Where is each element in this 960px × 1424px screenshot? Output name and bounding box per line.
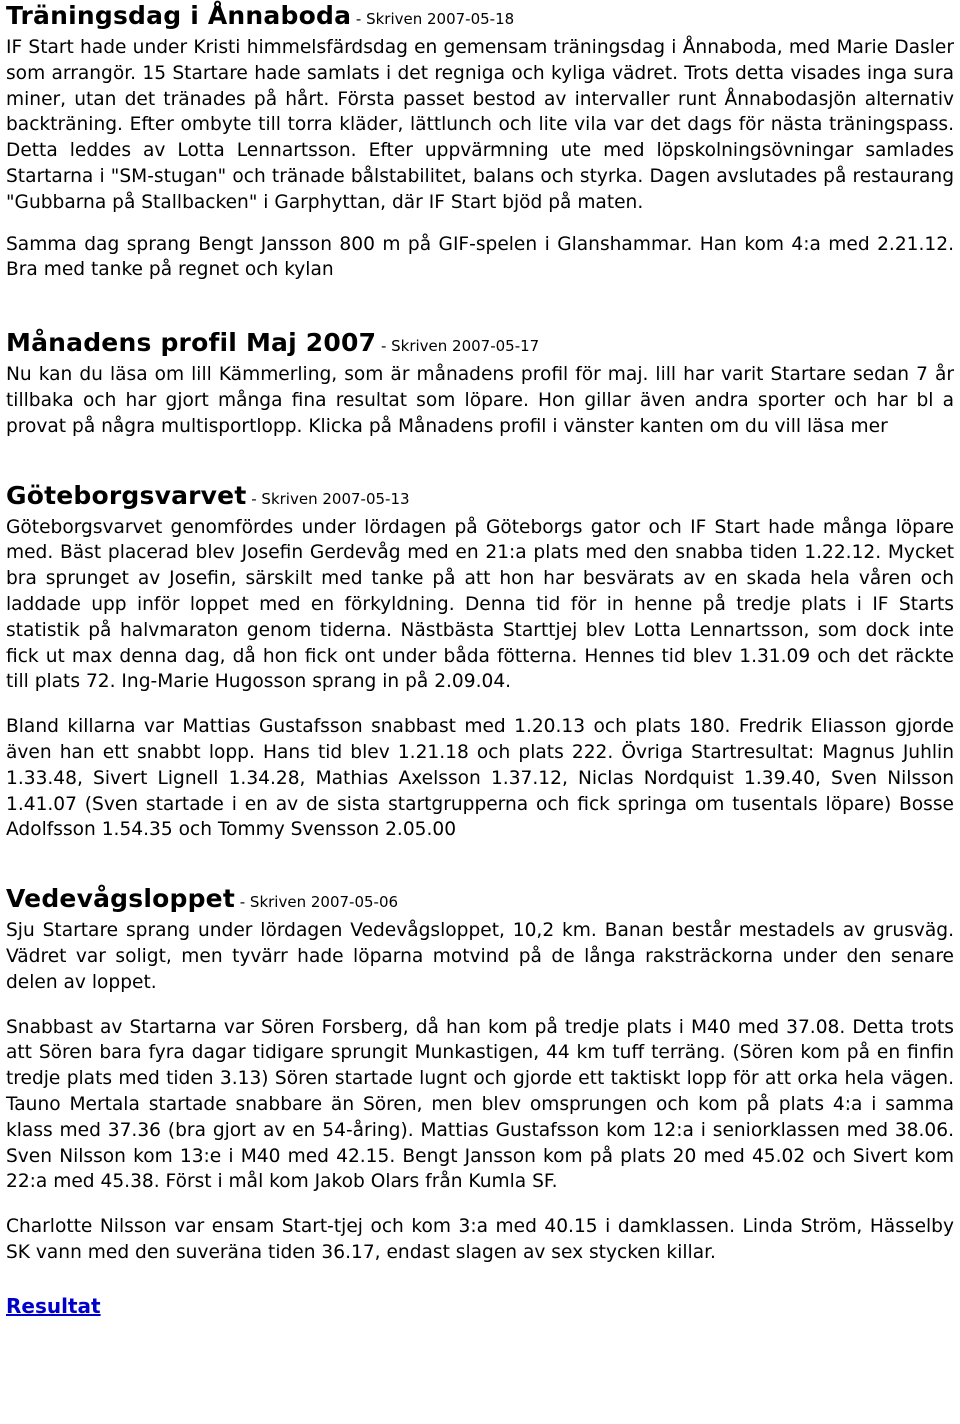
article-title [6, 327, 954, 362]
article-goteborgsvarvet [6, 480, 954, 844]
article-date: - Skriven 2007-05-18 [351, 10, 515, 28]
article-date: - Skriven 2007-05-06 [234, 893, 399, 912]
article-title [6, 0, 954, 35]
article-title-text: Göteborgsvarvet [6, 480, 247, 510]
article-vedevagsloppet [6, 883, 954, 1266]
article-title-text: Månadens profil Maj 2007 [6, 328, 377, 358]
article-title-text: Vedevågsloppet [6, 884, 235, 914]
article-paragraph: Charlotte Nilsson var ensam Start-tjej och kom 3:a med 40.15 i damklassen. Linda Ström, Hässelby SK vann med den suveräna tiden 36.17, endast slagen av sex stycken killar. [6, 1216, 954, 1263]
article-date: - Skriven 2007-05-13 [246, 489, 410, 508]
article-paragraph: Sju Startare sprang under lördagen Vedevågsloppet, 10,2 km. Banan består mestadels av grusväg. Vädret var soligt, men tyvärr hade löparna motvind på de långa raksträckorna under den senare delen av loppet. [6, 920, 954, 993]
article-paragraph: Samma dag sprang Bengt Jansson 800 m på GIF-spelen i Glanshammar. Han kom 4:a med 2.21.12. Bra med tanke på regnet och kylan [6, 233, 954, 281]
article-manadens-profil [6, 327, 954, 439]
article-paragraph: Bland killarna var Mattias Gustafsson snabbast med 1.20.13 och plats 180. Fredrik Eliasson gjorde även han ett snabbt lopp. Hans tid blev 1.21.18 och plats 222. Övriga Startresultat: Magnus Juhlin 1.33.48, Sivert Lignell 1.34.28, Mathias Axelsson 1.37.12, Niclas Nordquist 1.39.40, Sven Nilsson 1.41.07 (Sven startade i en av de sista startgrupperna och fick springa om tusentals löpare) Bosse Adolfsson 1.54.35 och Tommy Svensson 2.05.00 [6, 716, 954, 841]
article-title [6, 883, 954, 918]
article-title [6, 480, 954, 515]
article-title-text: Träningsdag i Ånnaboda [6, 1, 352, 30]
article-paragraph: IF Start hade under Kristi himmelsfärdsdag en gemensam träningsdag i Ånnaboda, med Marie Dasler som arrangör. 15 Startare hade samlats i det regniga och kyliga vädret. Trots detta visades inga sura miner, utan det tränades på hårt. Första passet bestod av intervaller runt Ånnabodasjön alternativ backträning. Efter ombyte till torra kläder, lättlunch och lite vila var det dags för nästa träningspass. Detta leddes av Lotta Lennartsson. Efter uppvärmning ute med löpskolningsövningar samlades Startarna i "SM-stugan" och tränade bålstabilitet, balans och styrka. Dagen avslutades på restaurang "Gubbarna på Stallbacken" i Garphyttan, där IF Start bjöd på maten. [6, 37, 954, 213]
article-paragraph: Nu kan du läsa om lill Kämmerling, som är månadens profil för maj. lill har varit Startare sedan 7 år tillbaka och har gjort många fina resultat som löpare. Hon gillar även andra sporter och har bl a provat på några multisportlopp. Klicka på Månadens profil i vänster kanten om du vill läsa mer [6, 364, 954, 437]
article-traningsdag [6, 0, 954, 283]
article-date: - Skriven 2007-05-17 [376, 337, 540, 356]
resultat-link[interactable]: Resultat [6, 1293, 101, 1318]
article-paragraph: Göteborgsvarvet genomfördes under lördagen på Göteborgs gator och IF Start hade många löpare med. Bäst placerad blev Josefin Gerdevåg med en 21:a plats med den snabba tiden 1.22.12. Mycket bra sprunget av Josefin, särskilt med tanke på att hon har besvärats av en skada hela våren och laddade upp inför loppet med en förkyldning. Denna tid för in henne på tredje plats i IF Starts statistik på halvmaraton genom tiderna. Nästbästa Starttjej blev Lotta Lennartsson, som dock inte fick ut max denna dag, då hon fick ont under båda fötterna. Hennes tid blev 1.31.09 och det räckte till plats 72. Ing-Marie Hugosson sprang in på 2.09.04. [6, 516, 954, 693]
article-paragraph: Snabbast av Startarna var Sören Forsberg, då han kom på tredje plats i M40 med 37.08. Detta trots att Sören bara fyra dagar tidigare sprungit Munkastigen, 44 km tuff terräng. (Sören kom på en finfin tredje plats med tiden 3.13) Sören startade lugnt och gjorde ett taktiskt lopp för att orka hela vägen. Tauno Mertala startade snabbare än Sören, men blev omsprungen och kom på plats 4:a i samma klass med 37.36 (bra gjort av en 54-åring). Mattias Gustafsson kom 12:a i seniorklassen med 38.06. Sven Nilsson kom 13:e i M40 med 42.15. Bengt Jansson kom på plats 20 med 45.02 och Sivert kom 22:a med 45.38. Först i mål kom Jakob Olars från Kumla SF. [6, 1016, 954, 1193]
